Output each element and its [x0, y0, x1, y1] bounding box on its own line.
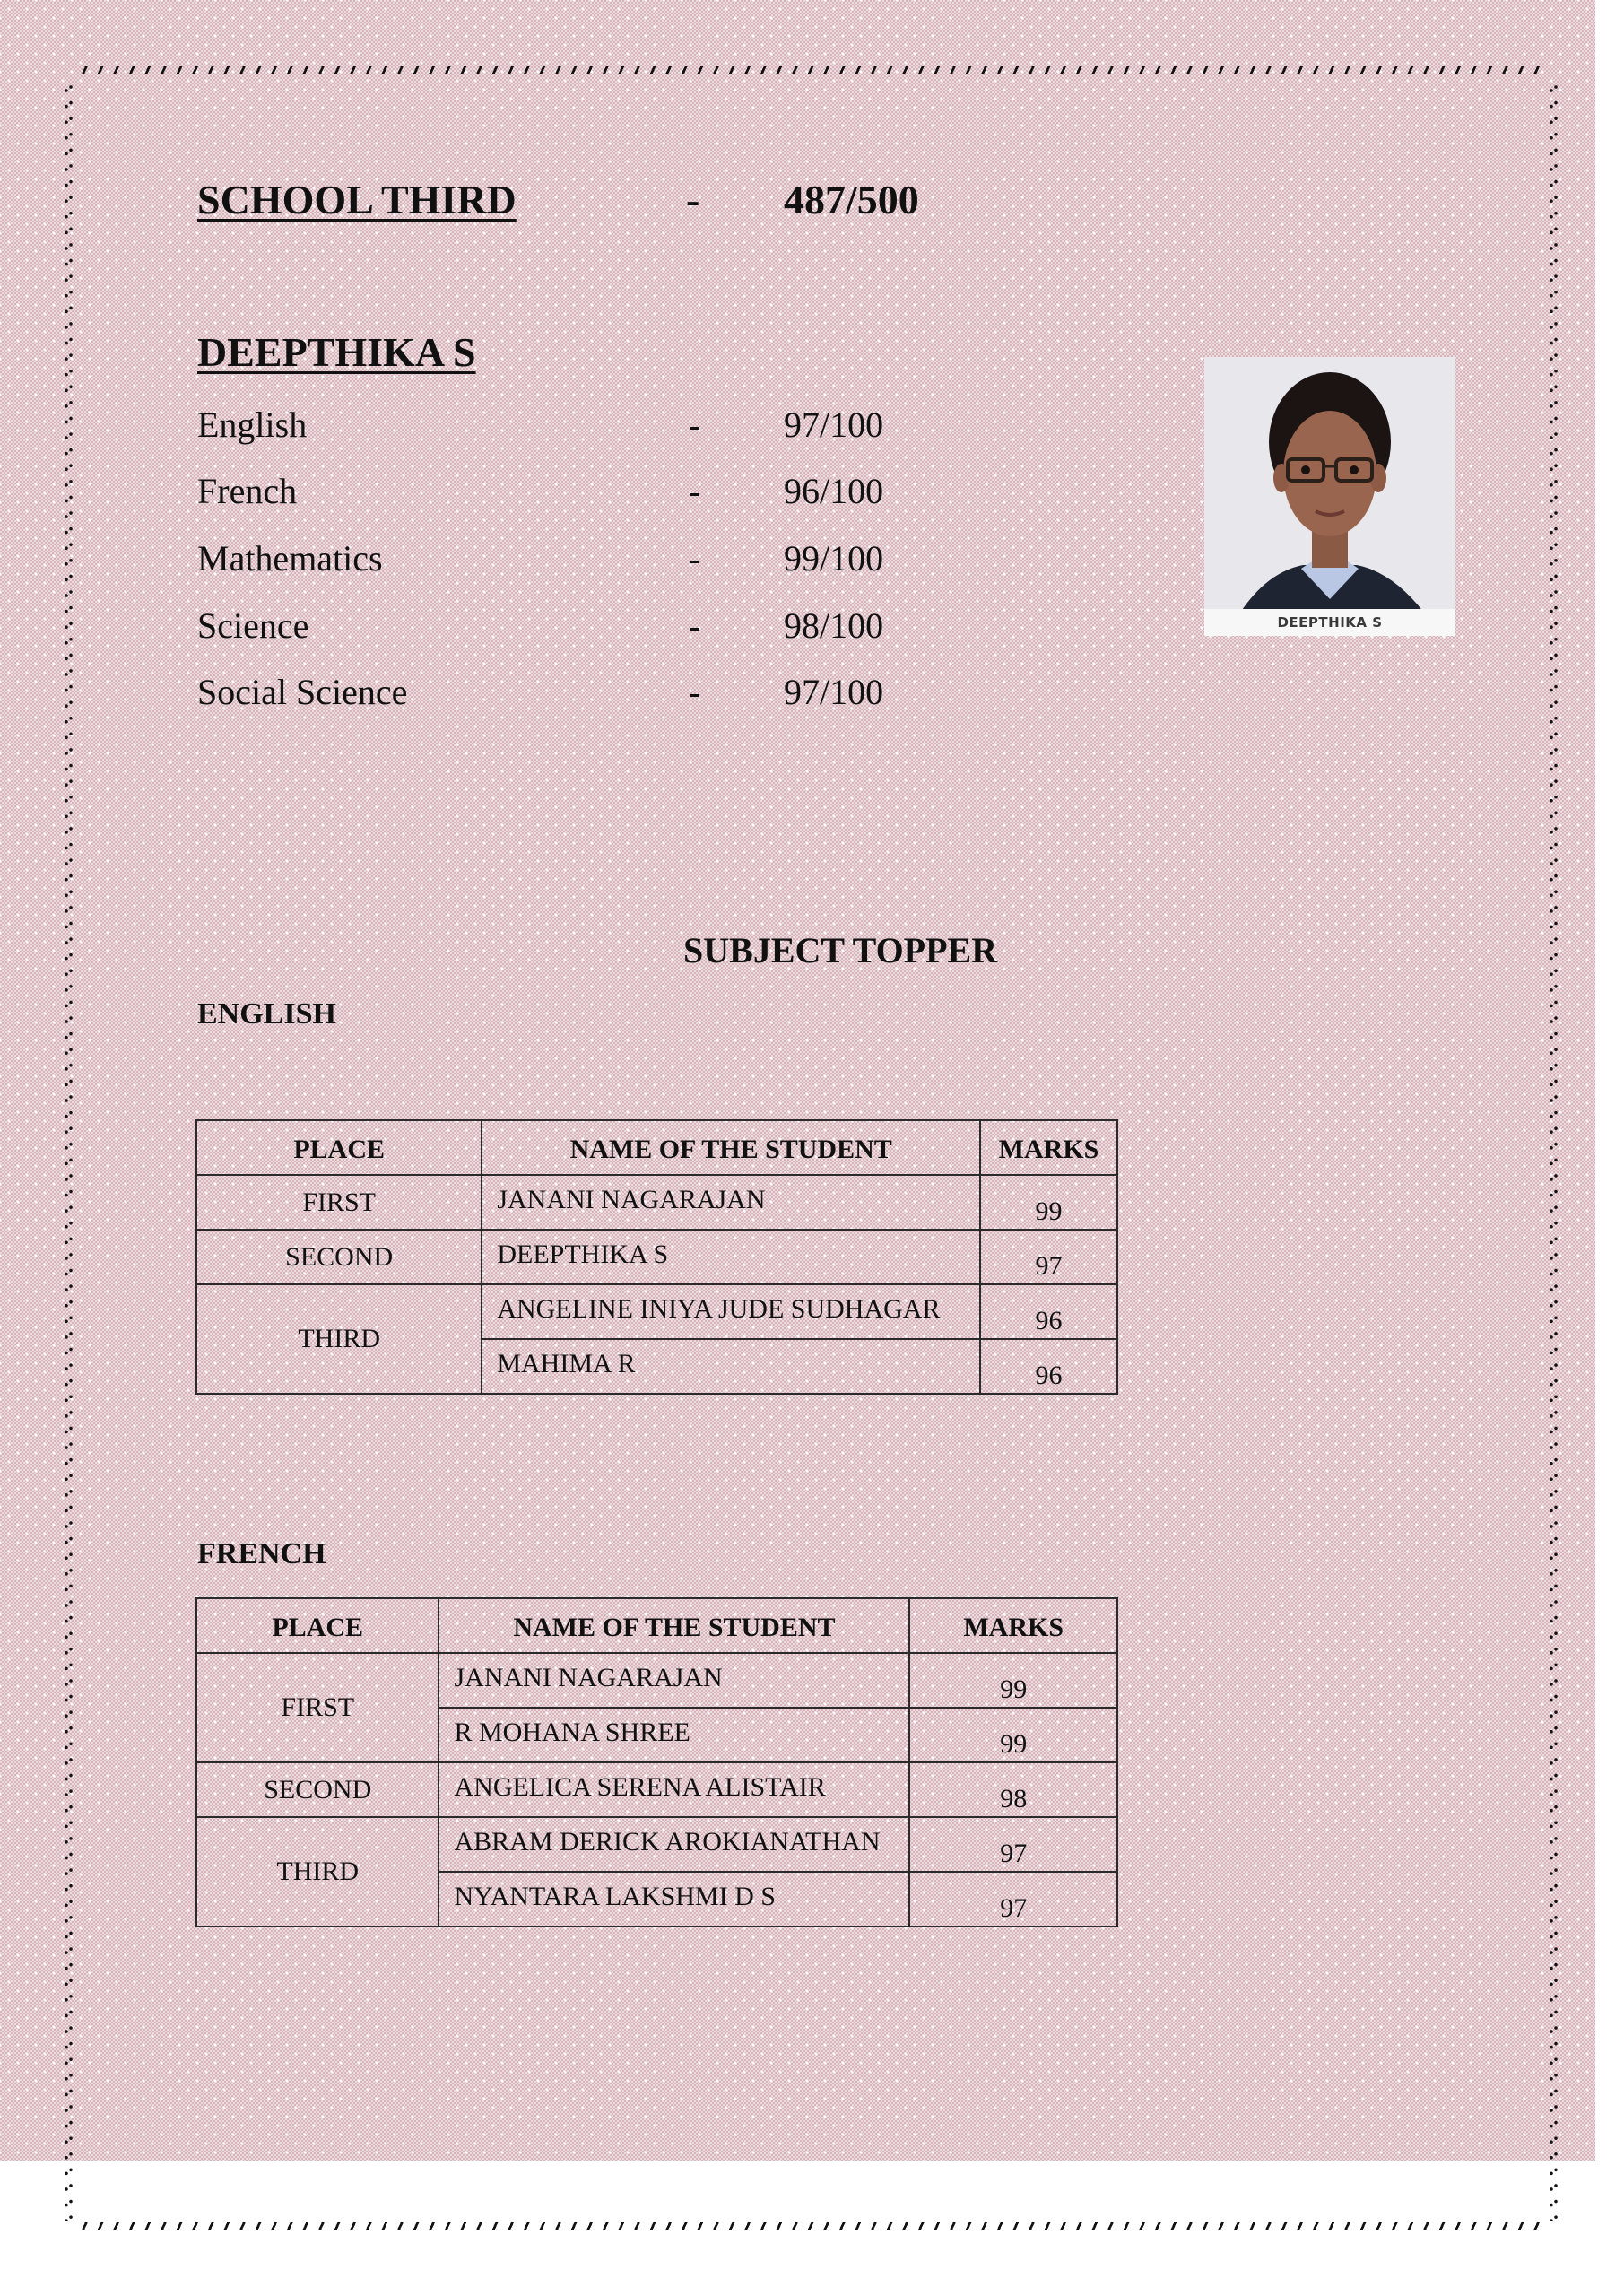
subject-score: 97/100 — [784, 672, 884, 712]
marks-cell: 99 — [909, 1653, 1117, 1708]
subject-score: 96/100 — [784, 471, 884, 511]
table-row — [196, 1762, 1117, 1817]
marks-cell: 98 — [909, 1762, 1117, 1817]
photo-caption: DEEPTHIKA S — [1204, 609, 1455, 636]
page-border-right — [1549, 79, 1558, 2221]
subject-separator: - — [689, 672, 701, 712]
place-cell: SECOND — [196, 1230, 482, 1284]
subject-label: Science — [197, 605, 309, 646]
page-border-top — [76, 66, 1550, 74]
student-name-cell: ANGELINE INIYA JUDE SUDHAGAR — [482, 1284, 980, 1339]
subject-label: Social Science — [197, 672, 408, 712]
subject-separator: - — [689, 471, 701, 511]
student-name: DEEPTHIKA S — [197, 329, 476, 375]
column-header-place: PLACE — [196, 1598, 439, 1653]
student-name-cell: JANANI NAGARAJAN — [439, 1653, 909, 1708]
place-cell: FIRST — [196, 1175, 482, 1230]
table-row — [196, 1175, 1117, 1230]
marks-cell: 99 — [909, 1708, 1117, 1762]
place-cell: SECOND — [196, 1762, 439, 1817]
table-row — [196, 1653, 1117, 1708]
marks-cell: 96 — [980, 1339, 1117, 1394]
rank-separator: - — [686, 177, 700, 222]
student-name-cell: ABRAM DERICK AROKIANATHAN — [439, 1817, 909, 1872]
student-photo — [1204, 357, 1455, 636]
subject-topper-heading: SUBJECT TOPPER — [683, 930, 998, 970]
subject-score: 99/100 — [784, 538, 884, 578]
student-name-cell: R MOHANA SHREE — [439, 1708, 909, 1762]
column-header-marks: MARKS — [980, 1120, 1117, 1175]
place-cell: THIRD — [196, 1284, 482, 1394]
french-topper-table — [195, 1597, 1118, 1927]
table-row — [196, 1817, 1117, 1872]
table-header-row — [196, 1598, 1117, 1653]
subject-score: 97/100 — [784, 404, 884, 445]
marks-cell: 99 — [980, 1175, 1117, 1230]
subject-separator: - — [689, 404, 701, 445]
english-section-title: ENGLISH — [197, 997, 336, 1031]
page-border-left — [64, 79, 73, 2221]
subject-separator: - — [689, 538, 701, 578]
student-name-cell: ANGELICA SERENA ALISTAIR — [439, 1762, 909, 1817]
table-row — [196, 1230, 1117, 1284]
student-name-cell: JANANI NAGARAJAN — [482, 1175, 980, 1230]
table-header-row — [196, 1120, 1117, 1175]
subject-label: French — [197, 471, 298, 511]
subject-label: English — [197, 404, 308, 445]
marks-cell: 97 — [909, 1817, 1117, 1872]
student-name-cell: MAHIMA R — [482, 1339, 980, 1394]
table-row — [196, 1284, 1117, 1339]
english-topper-table — [195, 1119, 1118, 1395]
column-header-name: NAME OF THE STUDENT — [439, 1598, 909, 1653]
page-border-bottom — [76, 2222, 1550, 2230]
subject-score: 98/100 — [784, 605, 884, 646]
rank-title: SCHOOL THIRD — [197, 177, 517, 222]
portrait-image — [1204, 357, 1455, 636]
rank-total: 487/500 — [784, 177, 919, 222]
french-section-title: FRENCH — [197, 1537, 326, 1570]
column-header-place: PLACE — [196, 1120, 482, 1175]
student-name-cell: NYANTARA LAKSHMI D S — [439, 1872, 909, 1926]
subject-label: Mathematics — [197, 538, 383, 578]
marks-cell: 96 — [980, 1284, 1117, 1339]
subject-separator: - — [689, 605, 701, 646]
place-cell: FIRST — [196, 1653, 439, 1762]
marks-cell: 97 — [909, 1872, 1117, 1926]
student-name-cell: DEEPTHIKA S — [482, 1230, 980, 1284]
column-header-marks: MARKS — [909, 1598, 1117, 1653]
column-header-name: NAME OF THE STUDENT — [482, 1120, 980, 1175]
marks-cell: 97 — [980, 1230, 1117, 1284]
place-cell: THIRD — [196, 1817, 439, 1926]
